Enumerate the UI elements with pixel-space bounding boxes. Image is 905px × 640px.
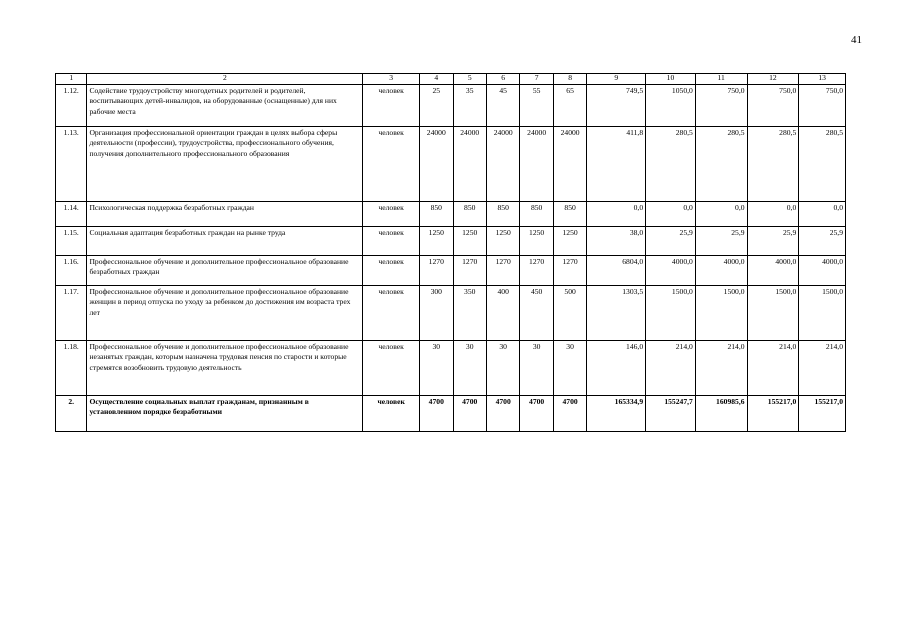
page-number: 41 bbox=[851, 34, 862, 46]
amount-cell: 411,8 bbox=[587, 127, 646, 202]
amount-cell: 4000,0 bbox=[747, 256, 799, 286]
quantity-cell: 24000 bbox=[520, 127, 553, 202]
activity-name: Профессиональное обучение и дополнительное профессиональное образование незанятых граждан, которым назначена трудовая пенсия по старости и которые стремятся возобновить трудовую деятельность bbox=[87, 341, 363, 396]
quantity-cell: 30 bbox=[453, 341, 486, 396]
amount-cell: 1500,0 bbox=[747, 286, 799, 341]
amount-cell: 749,5 bbox=[587, 85, 646, 127]
column-number: 5 bbox=[453, 74, 486, 85]
quantity-cell: 24000 bbox=[553, 127, 586, 202]
amount-cell: 1050,0 bbox=[646, 85, 696, 127]
quantity-cell: 850 bbox=[520, 202, 553, 227]
amount-cell: 160985,6 bbox=[695, 396, 747, 432]
table-row bbox=[56, 227, 846, 256]
amount-cell: 214,0 bbox=[646, 341, 696, 396]
quantity-cell: 1270 bbox=[420, 256, 453, 286]
amount-cell: 750,0 bbox=[747, 85, 799, 127]
unit-cell: человек bbox=[363, 127, 420, 202]
amount-cell: 4000,0 bbox=[799, 256, 846, 286]
column-number: 8 bbox=[553, 74, 586, 85]
amount-cell: 1500,0 bbox=[799, 286, 846, 341]
amount-cell: 25,9 bbox=[695, 227, 747, 256]
amount-cell: 155217,0 bbox=[799, 396, 846, 432]
quantity-cell: 24000 bbox=[420, 127, 453, 202]
quantity-cell: 1250 bbox=[486, 227, 519, 256]
amount-cell: 25,9 bbox=[799, 227, 846, 256]
quantity-cell: 65 bbox=[553, 85, 586, 127]
unit-cell: человек bbox=[363, 256, 420, 286]
row-number: 2. bbox=[56, 396, 87, 432]
activity-name: Содействие трудоустройству многодетных родителей и родителей, воспитывающих детей-инвалидов, на оборудованные (оснащенные) для них рабочие места bbox=[87, 85, 363, 127]
quantity-cell: 1270 bbox=[453, 256, 486, 286]
amount-cell: 214,0 bbox=[747, 341, 799, 396]
amount-cell: 280,5 bbox=[646, 127, 696, 202]
row-number: 1.18. bbox=[56, 341, 87, 396]
quantity-cell: 4700 bbox=[553, 396, 586, 432]
row-number: 1.15. bbox=[56, 227, 87, 256]
activity-name: Социальная адаптация безработных граждан на рынке труда bbox=[87, 227, 363, 256]
quantity-cell: 25 bbox=[420, 85, 453, 127]
column-number: 12 bbox=[747, 74, 799, 85]
amount-cell: 155217,0 bbox=[747, 396, 799, 432]
quantity-cell: 45 bbox=[486, 85, 519, 127]
table-row bbox=[56, 396, 846, 432]
quantity-cell: 850 bbox=[486, 202, 519, 227]
amount-cell: 750,0 bbox=[799, 85, 846, 127]
row-number: 1.17. bbox=[56, 286, 87, 341]
amount-cell: 1500,0 bbox=[646, 286, 696, 341]
column-number: 11 bbox=[695, 74, 747, 85]
table-row bbox=[56, 256, 846, 286]
column-number: 2 bbox=[87, 74, 363, 85]
column-number-row bbox=[56, 74, 846, 85]
quantity-cell: 4700 bbox=[453, 396, 486, 432]
table-row bbox=[56, 202, 846, 227]
quantity-cell: 4700 bbox=[420, 396, 453, 432]
table-row bbox=[56, 341, 846, 396]
activity-name: Профессиональное обучение и дополнительное профессиональное образование женщин в период отпуска по уходу за ребенком до достижения им возраста трех лет bbox=[87, 286, 363, 341]
amount-cell: 0,0 bbox=[799, 202, 846, 227]
amount-cell: 0,0 bbox=[646, 202, 696, 227]
amount-cell: 750,0 bbox=[695, 85, 747, 127]
amount-cell: 38,0 bbox=[587, 227, 646, 256]
quantity-cell: 1250 bbox=[453, 227, 486, 256]
column-number: 6 bbox=[486, 74, 519, 85]
row-number: 1.16. bbox=[56, 256, 87, 286]
column-number: 3 bbox=[363, 74, 420, 85]
quantity-cell: 24000 bbox=[453, 127, 486, 202]
quantity-cell: 850 bbox=[420, 202, 453, 227]
amount-cell: 1500,0 bbox=[695, 286, 747, 341]
quantity-cell: 500 bbox=[553, 286, 586, 341]
amount-cell: 146,0 bbox=[587, 341, 646, 396]
amount-cell: 0,0 bbox=[747, 202, 799, 227]
quantity-cell: 1250 bbox=[420, 227, 453, 256]
amount-cell: 4000,0 bbox=[646, 256, 696, 286]
activity-name: Организация профессиональной ориентации граждан в целях выбора сферы деятельности (профессии), трудоустройства, профессионального обучения, получения дополнительного профессионального образования bbox=[87, 127, 363, 202]
activity-name: Осуществление социальных выплат гражданам, признанным в установленном порядке безработными bbox=[87, 396, 363, 432]
quantity-cell: 450 bbox=[520, 286, 553, 341]
quantity-cell: 30 bbox=[520, 341, 553, 396]
quantity-cell: 30 bbox=[553, 341, 586, 396]
unit-cell: человек bbox=[363, 341, 420, 396]
amount-cell: 214,0 bbox=[799, 341, 846, 396]
column-number: 9 bbox=[587, 74, 646, 85]
amount-cell: 165334,9 bbox=[587, 396, 646, 432]
row-number: 1.14. bbox=[56, 202, 87, 227]
column-number: 4 bbox=[420, 74, 453, 85]
quantity-cell: 30 bbox=[420, 341, 453, 396]
amount-cell: 280,5 bbox=[799, 127, 846, 202]
unit-cell: человек bbox=[363, 227, 420, 256]
table-row bbox=[56, 286, 846, 341]
column-number: 1 bbox=[56, 74, 87, 85]
quantity-cell: 850 bbox=[453, 202, 486, 227]
quantity-cell: 4700 bbox=[520, 396, 553, 432]
budget-table bbox=[55, 73, 846, 432]
quantity-cell: 1270 bbox=[520, 256, 553, 286]
amount-cell: 280,5 bbox=[695, 127, 747, 202]
amount-cell: 155247,7 bbox=[646, 396, 696, 432]
table-row bbox=[56, 127, 846, 202]
quantity-cell: 850 bbox=[553, 202, 586, 227]
activity-name: Профессиональное обучение и дополнительное профессиональное образование безработных граждан bbox=[87, 256, 363, 286]
unit-cell: человек bbox=[363, 85, 420, 127]
amount-cell: 1303,5 bbox=[587, 286, 646, 341]
quantity-cell: 4700 bbox=[486, 396, 519, 432]
quantity-cell: 1250 bbox=[520, 227, 553, 256]
amount-cell: 0,0 bbox=[695, 202, 747, 227]
amount-cell: 280,5 bbox=[747, 127, 799, 202]
quantity-cell: 300 bbox=[420, 286, 453, 341]
quantity-cell: 30 bbox=[486, 341, 519, 396]
unit-cell: человек bbox=[363, 286, 420, 341]
column-number: 10 bbox=[646, 74, 696, 85]
amount-cell: 25,9 bbox=[646, 227, 696, 256]
row-number: 1.13. bbox=[56, 127, 87, 202]
amount-cell: 4000,0 bbox=[695, 256, 747, 286]
quantity-cell: 1250 bbox=[553, 227, 586, 256]
quantity-cell: 1270 bbox=[486, 256, 519, 286]
quantity-cell: 400 bbox=[486, 286, 519, 341]
amount-cell: 214,0 bbox=[695, 341, 747, 396]
amount-cell: 0,0 bbox=[587, 202, 646, 227]
row-number: 1.12. bbox=[56, 85, 87, 127]
column-number: 7 bbox=[520, 74, 553, 85]
unit-cell: человек bbox=[363, 202, 420, 227]
column-number: 13 bbox=[799, 74, 846, 85]
amount-cell: 6804,0 bbox=[587, 256, 646, 286]
quantity-cell: 1270 bbox=[553, 256, 586, 286]
activity-name: Психологическая поддержка безработных граждан bbox=[87, 202, 363, 227]
quantity-cell: 24000 bbox=[486, 127, 519, 202]
quantity-cell: 55 bbox=[520, 85, 553, 127]
quantity-cell: 35 bbox=[453, 85, 486, 127]
table-row bbox=[56, 85, 846, 127]
amount-cell: 25,9 bbox=[747, 227, 799, 256]
quantity-cell: 350 bbox=[453, 286, 486, 341]
unit-cell: человек bbox=[363, 396, 420, 432]
